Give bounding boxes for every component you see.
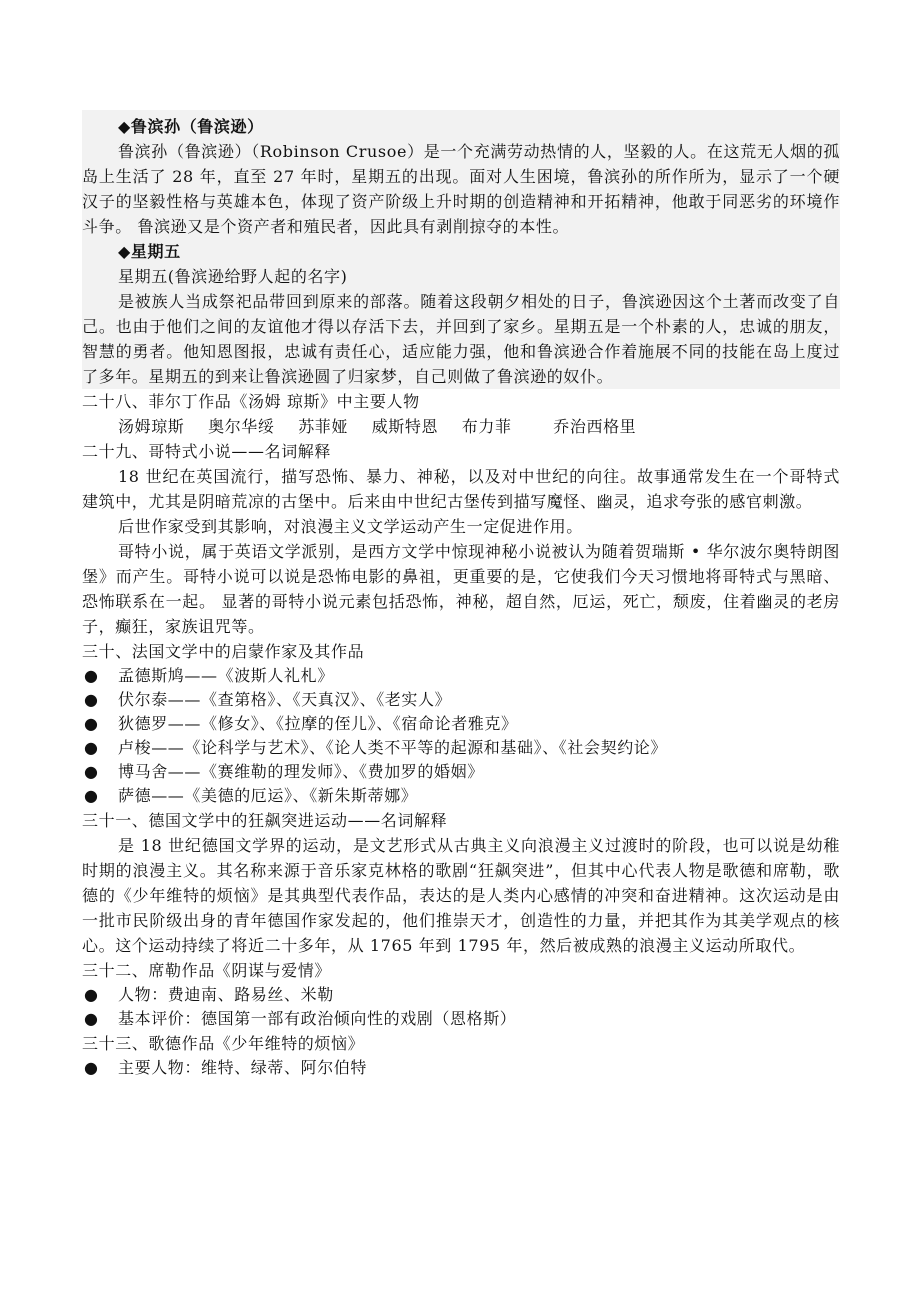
bullet-icon: ● xyxy=(84,666,99,685)
section-29-paragraph-2: 后世作家受到其影响，对浪漫主义文学运动产生一定促进作用。 xyxy=(118,517,583,536)
bullet-icon: ● xyxy=(84,714,99,733)
list-item-text: 萨德——《美德的厄运》、《新朱斯蒂娜》 xyxy=(118,786,418,805)
section-30-list xyxy=(82,664,840,808)
list-item-text: 博马舍——《赛维勒的理发师》、《费加罗的婚姻》 xyxy=(118,762,484,781)
bullet-icon: ● xyxy=(84,762,99,781)
character-name: 苏菲娅 xyxy=(298,417,348,436)
list-item-text: 狄德罗——《修女》、《拉摩的侄儿》、《宿命论者雅克》 xyxy=(118,714,518,733)
section-33-list xyxy=(82,1056,840,1080)
section-29-paragraph-1: 18 世纪在英国流行，描写恐怖、暴力、神秘，以及对中世纪的向往。故事通常发生在一个哥特式建筑中，尤其是阴暗荒凉的古堡中。后来由中世纪古堡传到描写魔怪、幽灵，追求夸张的感官刺激。 xyxy=(82,467,840,511)
character-name: 威斯特恩 xyxy=(371,417,439,436)
bullet-icon: ● xyxy=(84,690,99,709)
list-item xyxy=(82,736,840,760)
section-31-heading: 三十一、德国文学中的狂飙突进运动——名词解释 xyxy=(82,811,448,830)
bullet-icon: ● xyxy=(84,985,99,1004)
section-31-paragraph: 是 18 世纪德国文学界的运动，是文艺形式从古典主义向浪漫主义过渡时的阶段，也可以说是幼稚时期的浪漫主义。其名称来源于音乐家克林格的歌剧“狂飙突进”，但其中心代表人物是歌德和席勒，歌德的《少年维特的烦恼》是其典型代表作品，表达的是人类内心感情的冲突和奋进精神。这次运动是由一批市民阶级出身的青年德国作家发起的，他们推崇天才，创造性的力量，并把其作为其美学观点的核心。这个运动持续了将近二十多年，从 1765 年到 1795 年，然后被成熟的浪漫主义运动所取代。 xyxy=(82,836,840,955)
list-item xyxy=(82,983,840,1007)
section-29-paragraph-3: 哥特小说，属于英语文学派别，是西方文学中惊现神秘小说被认为随着贺瑞斯 • 华尔波尔奥特朗图堡》而产生。哥特小说可以说是恐怖电影的鼻祖，更重要的是，它使我们今天习惯地将哥特式与黑暗、恐怖联系在一起。 显著的哥特小说元素包括恐怖，神秘，超自然，厄运，死亡，颓废，住着幽灵的老房子，癫狂，家族诅咒等。 xyxy=(82,542,840,636)
list-item-text: 孟德斯鸠——《波斯人礼札》 xyxy=(118,666,334,685)
section-32-heading: 三十二、席勒作品《阴谋与爱情》 xyxy=(82,961,332,980)
character-name: 布力菲 xyxy=(461,417,512,436)
list-item xyxy=(82,784,840,808)
crusoe-paragraph: 鲁滨孙（鲁滨逊）（Robinson Crusoe）是一个充满劳动热情的人，坚毅的人。在这荒无人烟的孤岛上生活了 28 年，直至 27 年时，星期五的出现。面对人生困境，鲁滨孙的所作所为，显示了一个硬汉子的坚毅性格与英雄本色，体现了资产阶级上升时期的创造精神和开拓精神，他敢于同恶劣的环境作斗争。 鲁滨逊又是个资产者和殖民者，因此具有剥削掠夺的本性。 xyxy=(82,142,840,236)
bullet-icon: ● xyxy=(84,738,99,757)
character-name: 奥尔华绥 xyxy=(208,417,275,436)
list-item xyxy=(82,1007,840,1031)
section-28-heading: 二十八、菲尔丁作品《汤姆 琼斯》中主要人物 xyxy=(82,392,420,411)
list-item-text: 主要人物：维特、绿蒂、阿尔伯特 xyxy=(118,1058,368,1077)
list-item xyxy=(82,760,840,784)
section-33-heading: 三十三、歌德作品《少年维特的烦恼》 xyxy=(82,1034,365,1053)
friday-subtitle: 星期五(鲁滨逊给野人起的名字) xyxy=(118,267,348,286)
section-28-characters xyxy=(82,414,840,439)
section-32-list xyxy=(82,983,840,1031)
bullet-icon: ● xyxy=(84,1009,99,1028)
list-item-text: 基本评价：德国第一部有政治倾向性的戏剧（恩格斯） xyxy=(118,1009,517,1028)
list-item-text: 人物：费迪南、路易丝、米勒 xyxy=(118,985,334,1004)
list-item xyxy=(82,1056,840,1080)
list-item xyxy=(82,688,840,712)
bullet-icon: ● xyxy=(84,786,99,805)
friday-paragraph: 是被族人当成祭祀品带回到原来的部落。随着这段朝夕相处的日子，鲁滨逊因这个土著而改变了自己。也由于他们之间的友谊他才得以存活下去，并回到了家乡。星期五是一个朴素的人，忠诚的朋友，智慧的勇者。他知恩图报，忠诚有责任心，适应能力强，他和鲁滨逊合作着施展不同的技能在岛上度过了多年。星期五的到来让鲁滨逊圆了归家梦，自己则做了鲁滨逊的奴仆。 xyxy=(82,292,840,386)
section-29-heading: 二十九、哥特式小说——名词解释 xyxy=(82,442,332,461)
crusoe-heading: ◆鲁滨孙（鲁滨逊） xyxy=(118,117,264,136)
character-name: 汤姆琼斯 xyxy=(118,417,185,436)
character-name: 乔治西格里 xyxy=(553,417,637,436)
friday-heading: ◆星期五 xyxy=(118,242,181,261)
list-item xyxy=(82,664,840,688)
list-item-text: 卢梭——《论科学与艺术》、《论人类不平等的起源和基础》、《社会契约论》 xyxy=(118,738,668,757)
list-item xyxy=(82,712,840,736)
shaded-block xyxy=(82,110,840,389)
list-item-text: 伏尔泰——《查第格》、《天真汉》、《老实人》 xyxy=(118,690,452,709)
bullet-icon: ● xyxy=(84,1058,99,1077)
section-30-heading: 三十、法国文学中的启蒙作家及其作品 xyxy=(82,642,365,661)
